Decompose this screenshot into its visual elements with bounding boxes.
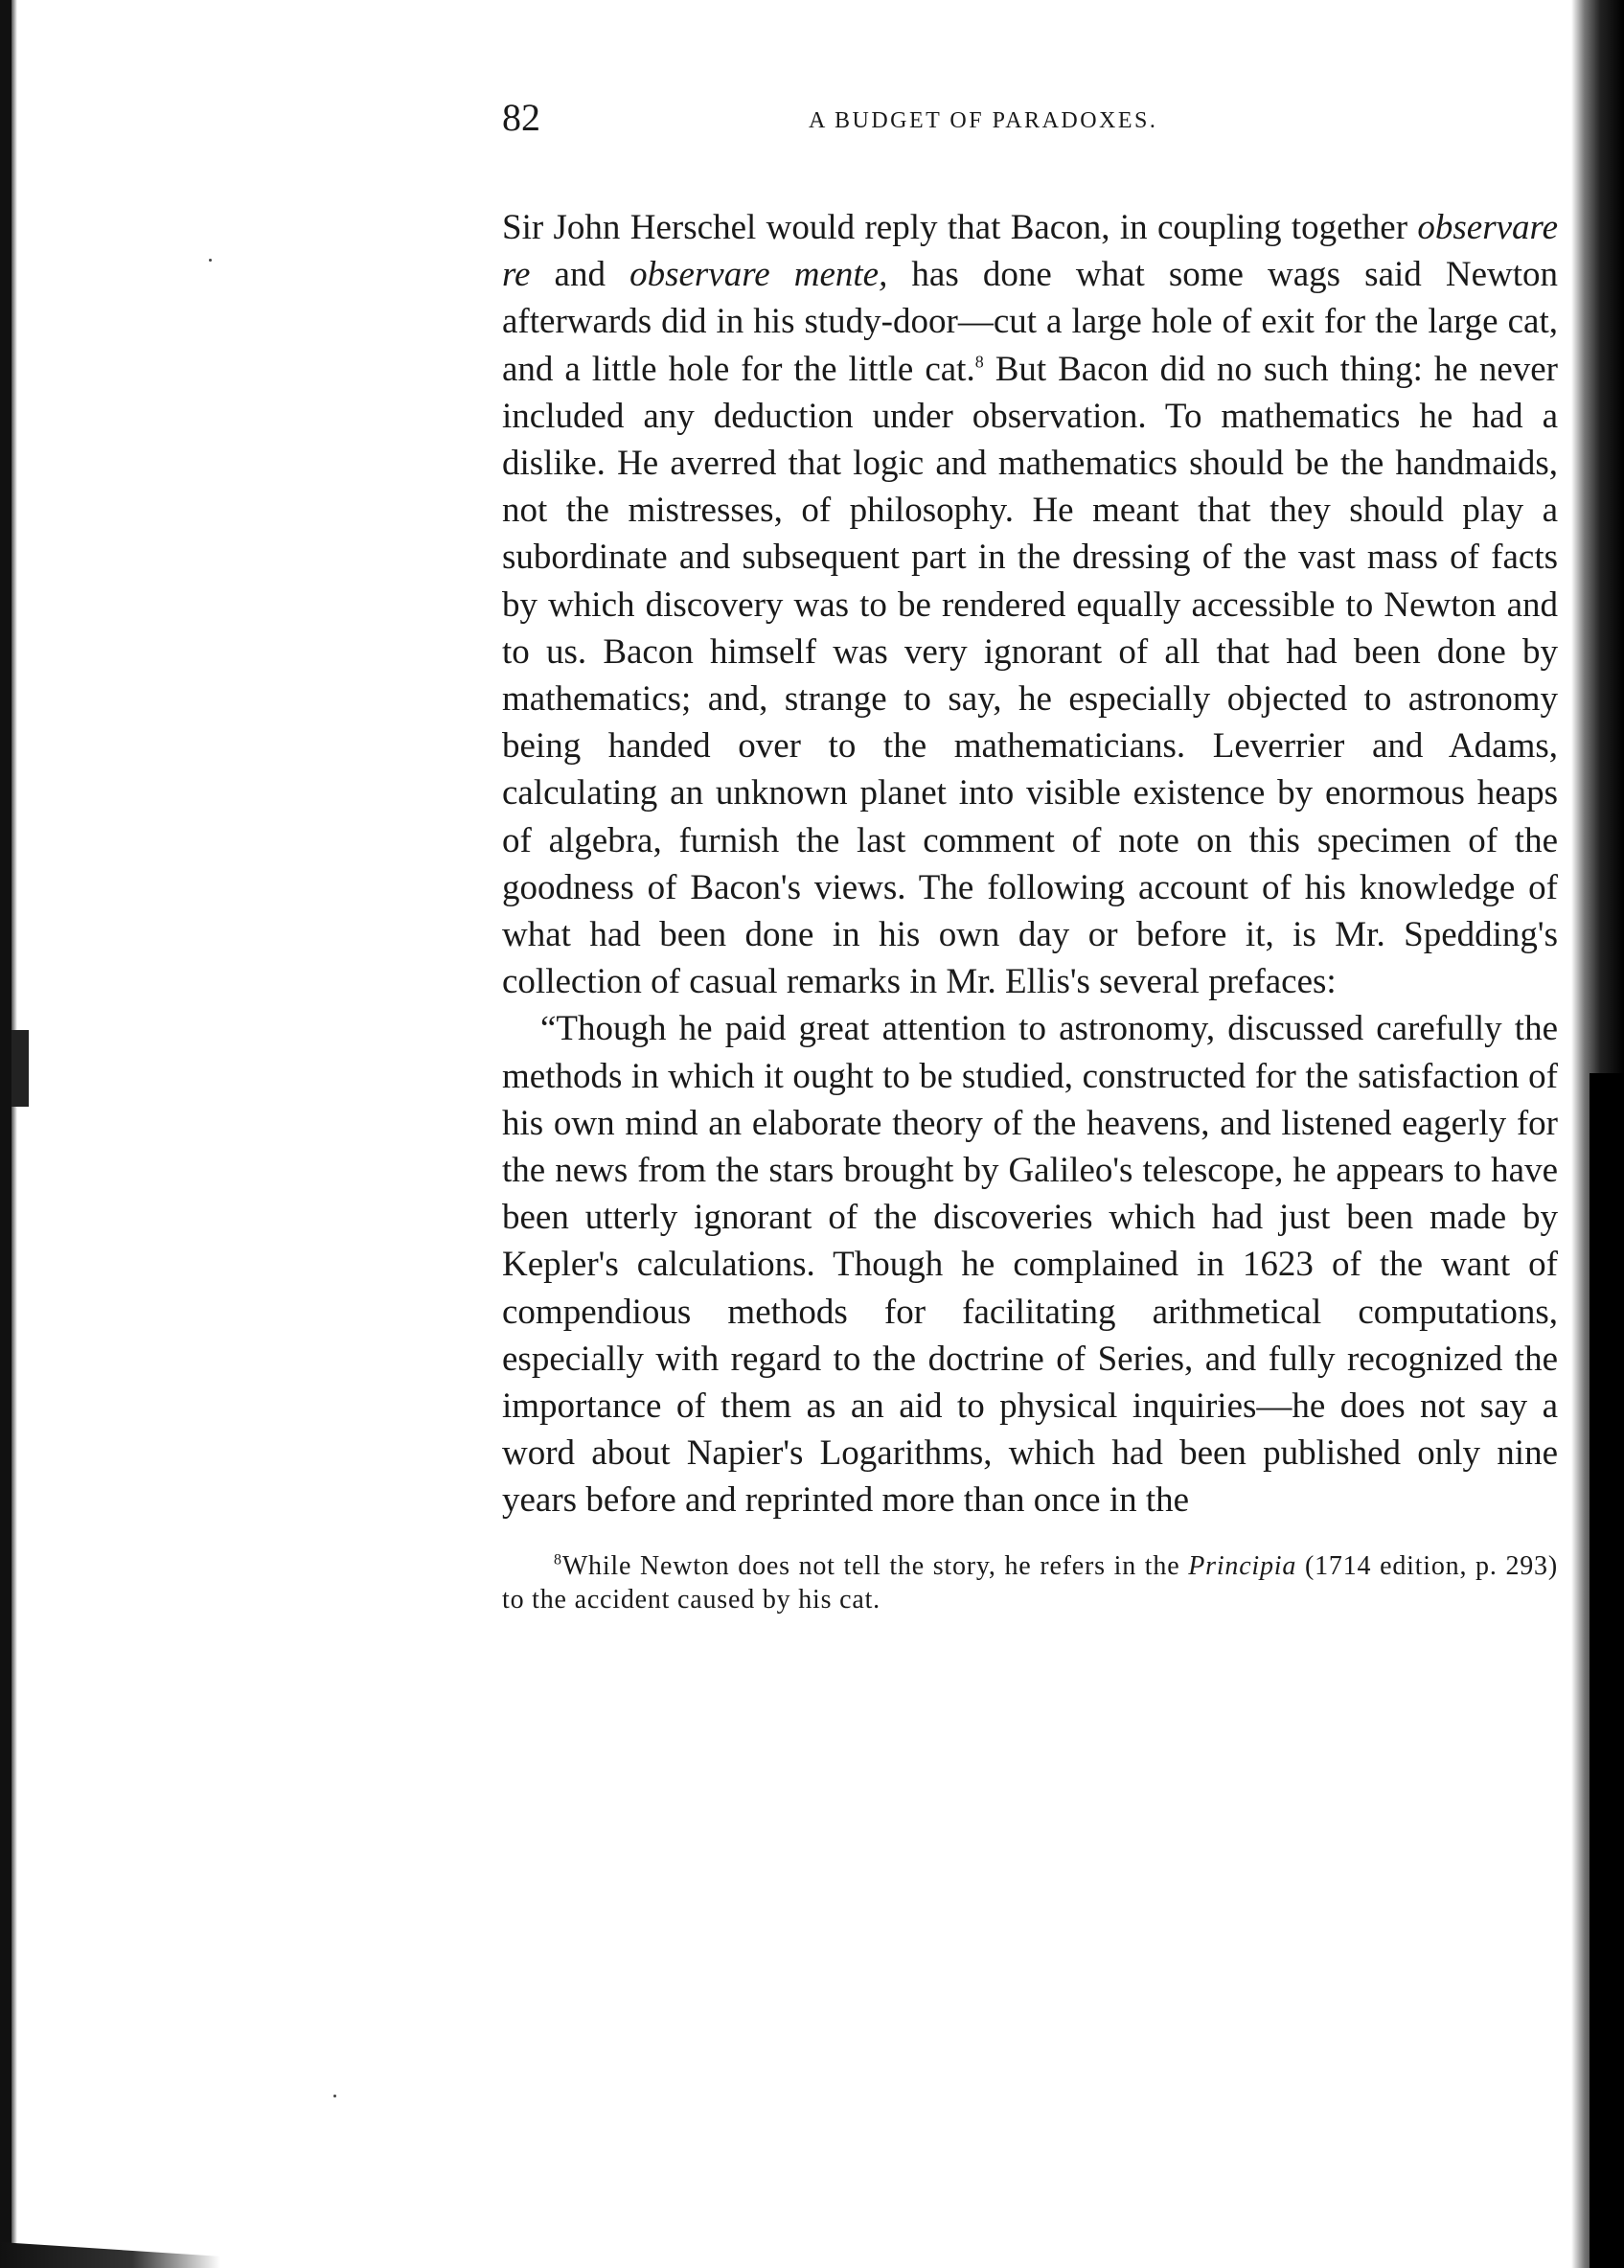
book-page xyxy=(502,91,1558,1616)
scan-left-edge-shadow xyxy=(11,0,17,2268)
scan-speck xyxy=(333,2095,336,2097)
scan-left-notch xyxy=(11,1030,29,1107)
footnote-italic-title: Principia xyxy=(1188,1550,1297,1581)
footnote-text: (1714 edition, p. 293) to the accident caused by his cat. xyxy=(502,1550,1558,1615)
text-run: and xyxy=(530,255,630,295)
body-text xyxy=(502,204,1558,1524)
footnote xyxy=(502,1549,1558,1616)
running-head xyxy=(502,91,1558,149)
footnote-reference: 8 xyxy=(974,352,984,372)
scan-speck xyxy=(209,259,212,262)
paragraph-1 xyxy=(502,204,1558,1005)
scan-left-edge xyxy=(0,0,11,2268)
scan-bottom-smudge xyxy=(0,2242,220,2268)
text-run: But Bacon did no such thing: he never included any deduction under observation. To mathematics he had a dislike. He averred that logic and mathematics should be the handmaids, not the mistresses, of philosophy. He meant that they should play a subordinate and subsequent part in the dressing of the vast mass of facts by which discovery was to be rendered equally accessible to Newton and to us. Bacon himself was very ignorant of all that had been done by mathematics; and, strange to say, he especially objected to astronomy being handed over to the mathematicians. Leverrier and Adams, calculating an unknown planet into visible existence by enormous heaps of algebra, furnish the last comment of note on this specimen of the goodness of Bacon's views. The following account of his knowledge of what had been done in his own day or before it, is Mr. Spedding's collection of casual remarks in Mr. Ellis's several prefaces: xyxy=(502,349,1558,1002)
text-run: Sir John Herschel would reply that Bacon, in coupling together xyxy=(502,208,1418,247)
footnote-text: While Newton does not tell the story, he refers in the xyxy=(561,1550,1189,1581)
scan-right-edge-dark xyxy=(1590,1073,1624,2268)
italic-phrase: observare re xyxy=(502,208,1558,295)
running-title: A BUDGET OF PARADOXES. xyxy=(809,108,1158,133)
paragraph-2-quotation: “Though he paid great attention to astronomy, discussed carefully the methods in which it ought to be studied, constructed for the satisfaction of his own mind an elaborate theory of the heavens, and listened eagerly for the news from the stars brought by Galileo's telescope, he appears to have been utterly ignorant of the discoveries which had just been made by Kepler's calculations. Though he complained in 1623 of the want of compendious methods for facilitating arithmetical computations, especially with regard to the doctrine of Series, and fully recognized the importance of them as an aid to physical inquiries—he does not say a word about Napier's Logarithms, which had been published only nine years before and reprinted more than once in the xyxy=(502,1009,1558,1521)
text-run: has done what some wags said Newton afterwards did in his study-door—cut a large hole of exit for the large cat, and a little hole for the little cat. xyxy=(502,255,1558,389)
page-number: 82 xyxy=(502,96,540,139)
italic-phrase: observare mente, xyxy=(629,255,888,295)
footnote-mark: 8 xyxy=(554,1551,562,1569)
